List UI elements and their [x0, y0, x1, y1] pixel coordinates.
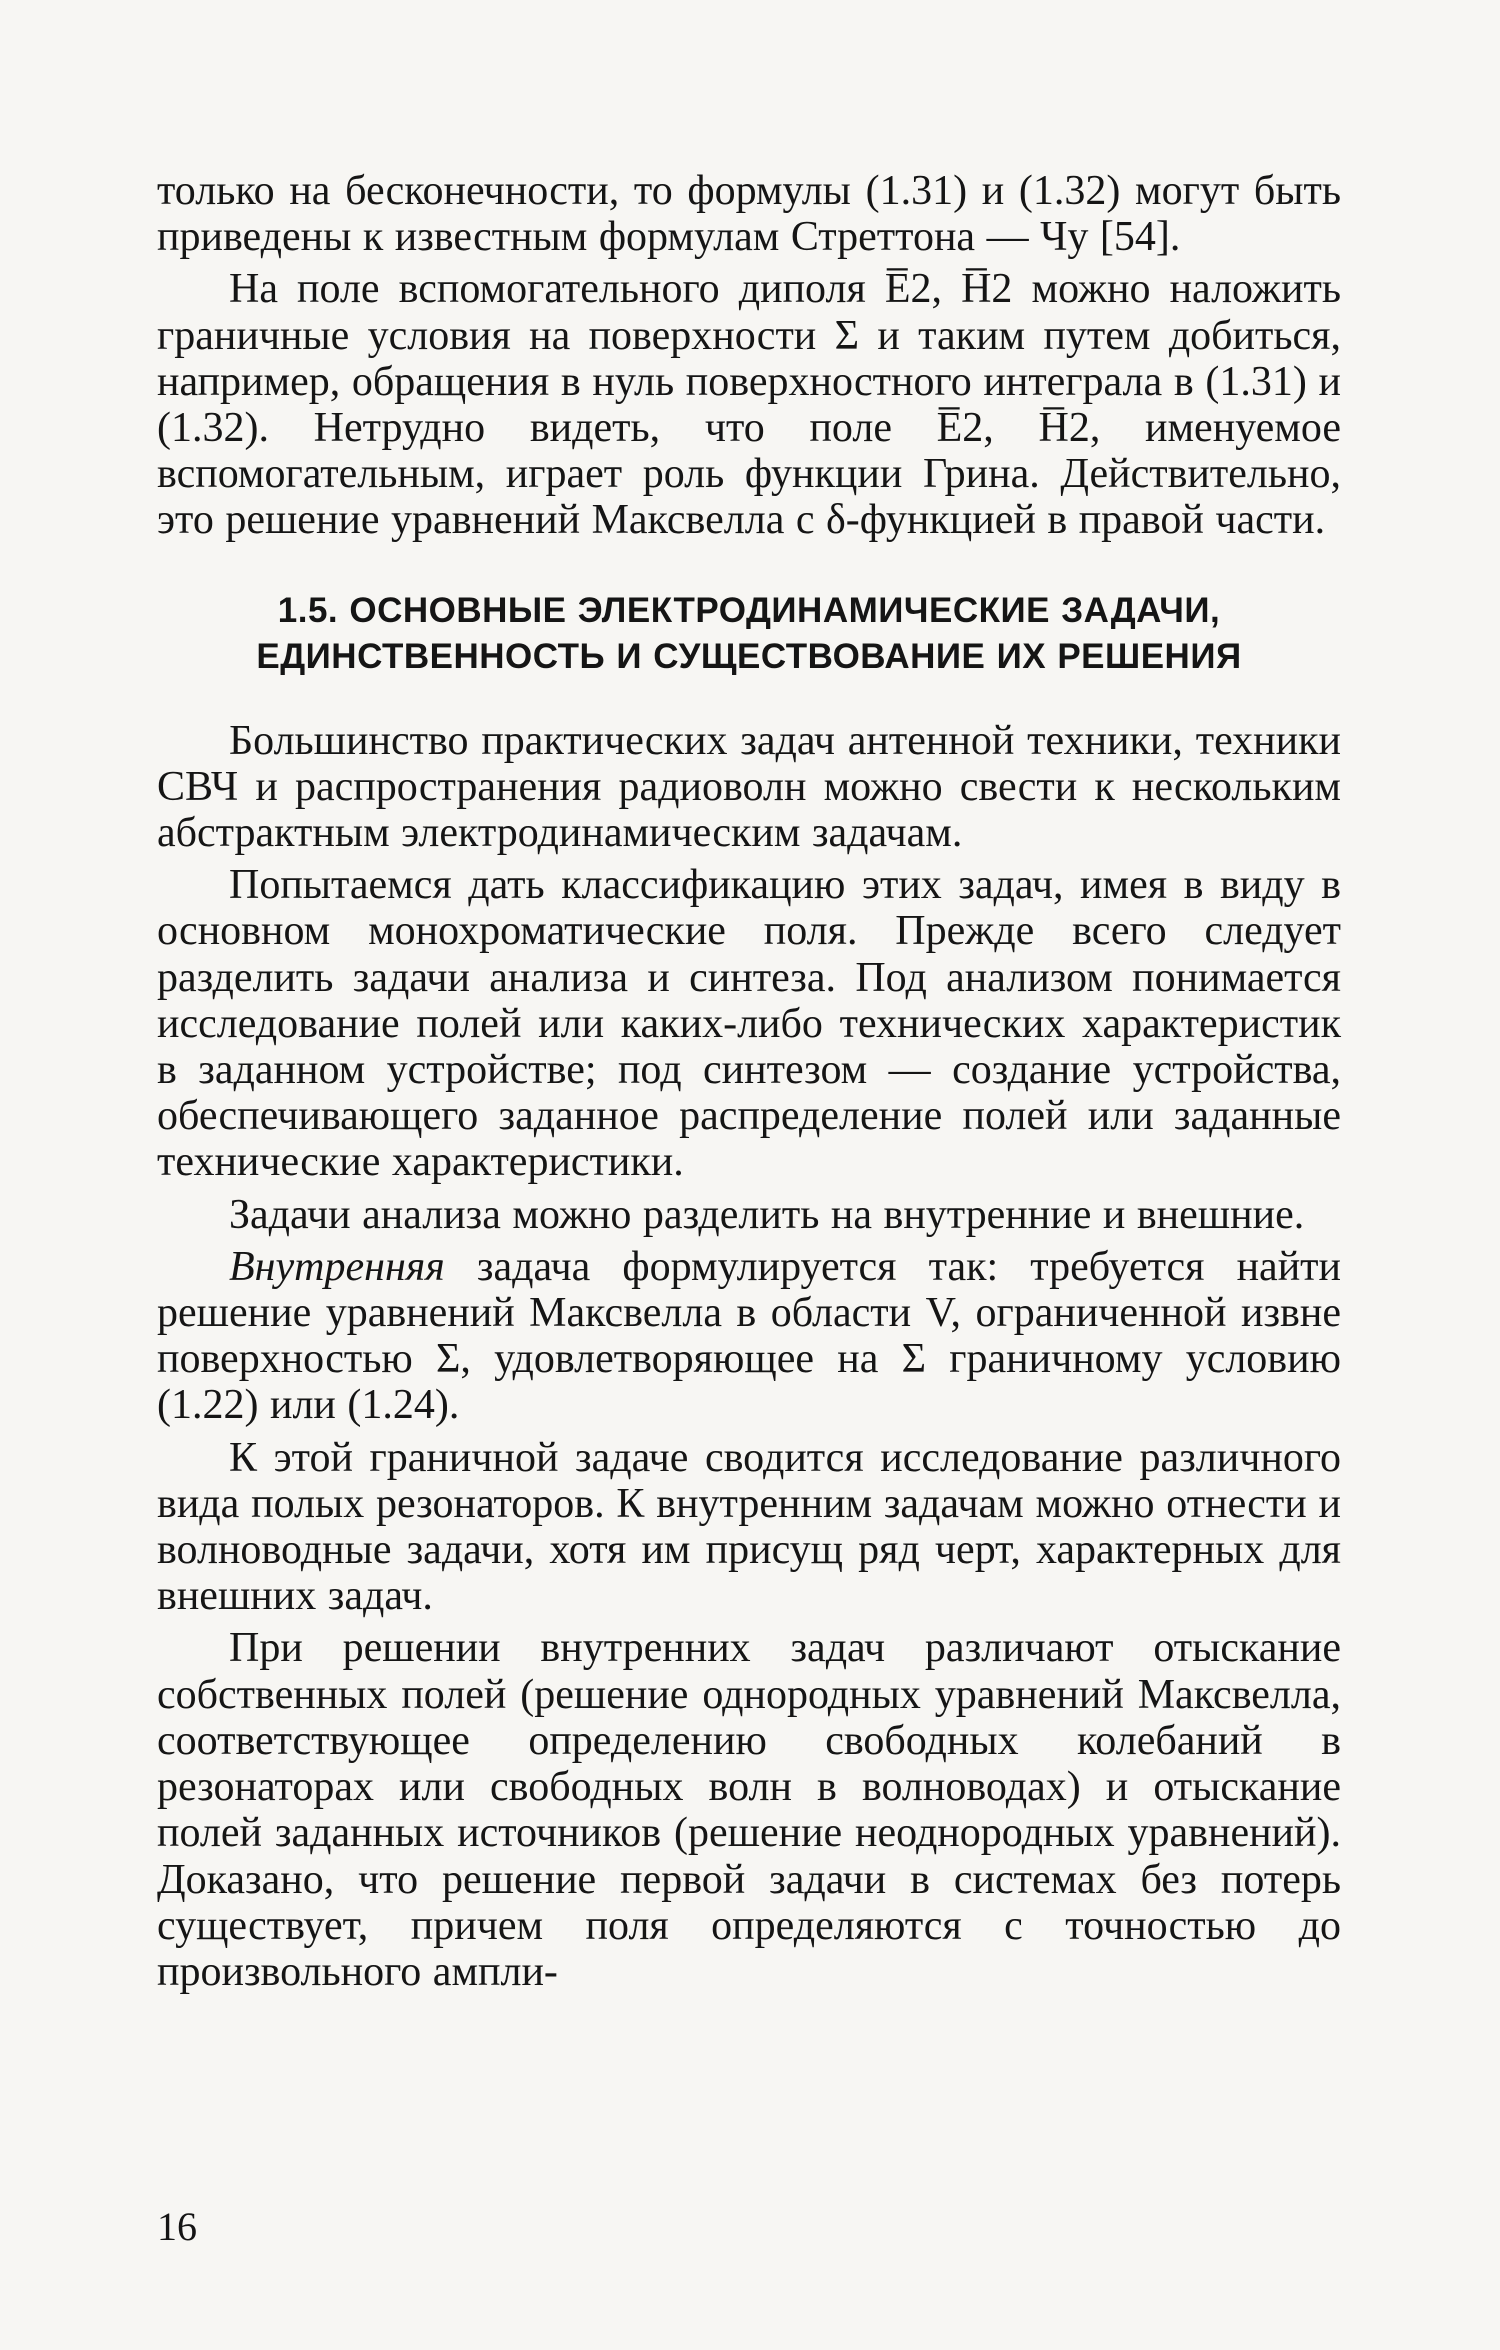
paragraph-internal-task — [157, 1244, 1341, 1429]
paragraph-continuation: только на бесконечности, то формулы (1.31) и (1.32) могут быть приведены к известным формулам Стреттона — Чу [54]. — [157, 168, 1341, 261]
section-heading — [157, 588, 1341, 680]
term-internal-italic: Внутренняя — [229, 1243, 445, 1290]
paragraph-intro-tasks: Большинство практических задач антенной техники, техники СВЧ и распространения радиоволн можно свести к нескольким абстрактным электродинамическим задачам. — [157, 717, 1341, 857]
page-number: 16 — [157, 2204, 197, 2249]
paragraph-eigenfields: При решении внутренних задач различают отыскание собственных полей (решение однородных уравнений Максвелла, соответствующее определению свободных колебаний в резонаторах или свободных волн в волноводах) и отыскание полей заданных источников (решение неоднородных уравнений). Доказано, что решение первой задачи в системах без потерь существует, причем поля определяются с точностью до произвольного ампли- — [157, 1625, 1341, 1995]
page-body — [157, 168, 1341, 1995]
paragraph-classification: Попытаемся дать классификацию этих задач, имея в виду в основном монохроматические поля. Прежде всего следует разделить задачи анализа и синтеза. Под анализом понимается исследование полей или каких-либо технических характеристик в заданном устройстве; под синтезом — создание устройства, обеспечивающего заданное распределение полей или заданные технические характеристики. — [157, 862, 1341, 1186]
paragraph-auxiliary-dipole: На поле вспомогательного диполя E̅2, H̅2 можно наложить граничные условия на поверхности Σ и таким путем добиться, например, обращения в нуль поверхностного интеграла в (1.31) и (1.32). Нетрудно видеть, что поле E̅2, H̅2, именуемое вспомогательным, играет роль функции Грина. Действительно, это решение уравнений Максвелла с δ-функцией в правой части. — [157, 266, 1341, 544]
section-heading-line-2: ЕДИНСТВЕННОСТЬ И СУЩЕСТВОВАНИЕ ИХ РЕШЕНИЯ — [256, 636, 1242, 676]
paragraph-internal-task-text: задача формулируется так: требуется найти решение уравнений Максвелла в области V, ограниченной извне поверхностью Σ, удовлетворяющее на Σ граничному условию (1.22) или (1.24). — [157, 1243, 1341, 1429]
paragraph-analysis-split: Задачи анализа можно разделить на внутренние и внешние. — [229, 1191, 1305, 1238]
section-heading-line-1: 1.5. ОСНОВНЫЕ ЭЛЕКТРОДИНАМИЧЕСКИЕ ЗАДАЧИ, — [277, 590, 1221, 630]
paragraph-resonators: К этой граничной задаче сводится исследование различного вида полых резонаторов. К внутренним задачам можно отнести и волноводные задачи, хотя им присущ ряд черт, характерных для внешних задач. — [157, 1434, 1341, 1620]
